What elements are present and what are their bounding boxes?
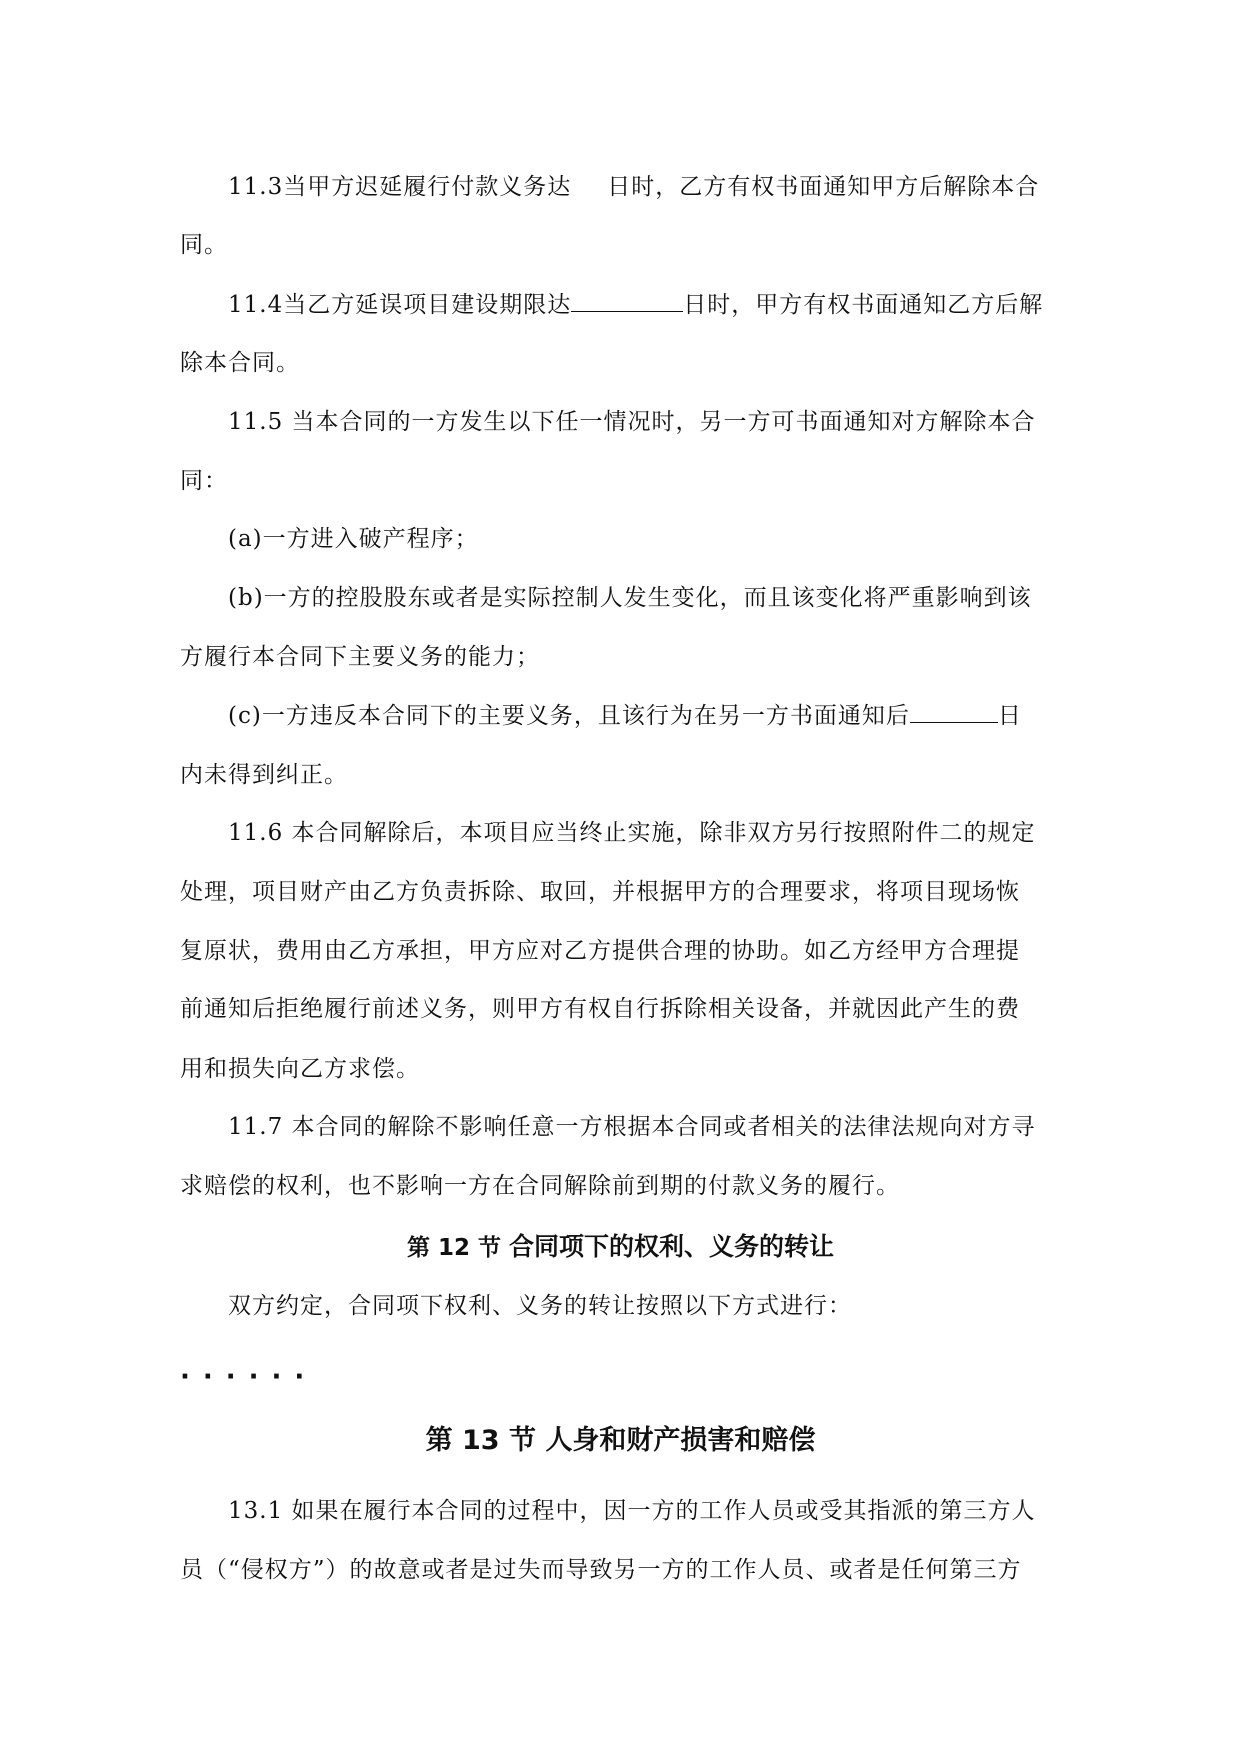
clause-text: 11.3当甲方迟延履行付款义务达: [228, 174, 572, 200]
clause-text: 11.4当乙方延误项目建设期限达: [228, 292, 572, 318]
section-12-body: 双方约定，合同项下权利、义务的转让按照以下方式进行：: [228, 1293, 852, 1319]
clause-11-6-line-4: 前通知后拒绝履行前述义务，则甲方有权自行拆除相关设备，并就因此产生的费: [180, 996, 1020, 1022]
item-c-line-2: 内未得到纠正。: [180, 762, 348, 788]
section-13-heading: 第 13 节 人身和财产损害和赔偿: [425, 1425, 816, 1456]
section-12-heading: [0, 1232, 1241, 1263]
fill-in-blank: [910, 700, 998, 723]
item-a: (a)一方进入破产程序；: [228, 526, 479, 552]
clause-13-1-line-2: 员（“侵权方”）的故意或者是过失而导致另一方的工作人员、或者是任何第三方: [180, 1557, 1022, 1583]
clause-text: 日: [997, 703, 1022, 729]
fill-in-blank: [571, 289, 683, 312]
section-number: 第 12 节: [406, 1235, 501, 1261]
clause-11-6-line-1: 11.6 本合同解除后，本项目应当终止实施，除非双方另行按照附件二的规定: [228, 820, 1036, 846]
clause-11-5-line-2: 同：: [180, 468, 228, 494]
clause-text: (c)一方违反本合同下的主要义务，且该行为在另一方书面通知后: [228, 703, 910, 729]
clause-11-5-line-1: 11.5 当本合同的一方发生以下任一情况时，另一方可书面通知对方解除本合: [228, 409, 1036, 435]
clause-11-4-line-1: [228, 289, 1060, 320]
clause-text: 日时，乙方有权书面通知甲方后解除本合: [607, 174, 1040, 200]
clause-11-7-line-1: 11.7 本合同的解除不影响任意一方根据本合同或者相关的法律法规向对方寻: [228, 1114, 1036, 1140]
clause-11-6-line-5: 用和损失向乙方求偿。: [180, 1056, 420, 1082]
clause-13-1-line-1: 13.1 如果在履行本合同的过程中，因一方的工作人员或受其指派的第三方人: [228, 1498, 1036, 1524]
item-c-line-1: [228, 700, 1060, 731]
clause-11-3-line-1: [228, 172, 1060, 202]
item-b-line-1: (b)一方的控股股东或者是实际控制人发生变化，而且该变化将严重影响到该: [228, 585, 1032, 611]
clause-11-4-line-2: 除本合同。: [180, 350, 300, 376]
clause-11-6-line-2: 处理，项目财产由乙方负责拆除、取回，并根据甲方的合理要求，将项目现场恢: [180, 879, 1020, 905]
clause-text: 日时，甲方有权书面通知乙方后解: [683, 292, 1044, 318]
clause-11-6-line-3: 复原状，费用由乙方承担，甲方应对乙方提供合理的协助。如乙方经甲方合理提: [180, 938, 1020, 964]
item-b-line-2: 方履行本合同下主要义务的能力；: [180, 644, 540, 670]
clause-11-3-line-2: 同。: [180, 232, 228, 258]
ellipsis-dots: ······: [180, 1362, 318, 1392]
section-title: 合同项下的权利、义务的转让: [509, 1232, 835, 1261]
clause-11-7-line-2: 求赔偿的权利，也不影响一方在合同解除前到期的付款义务的履行。: [180, 1173, 900, 1199]
